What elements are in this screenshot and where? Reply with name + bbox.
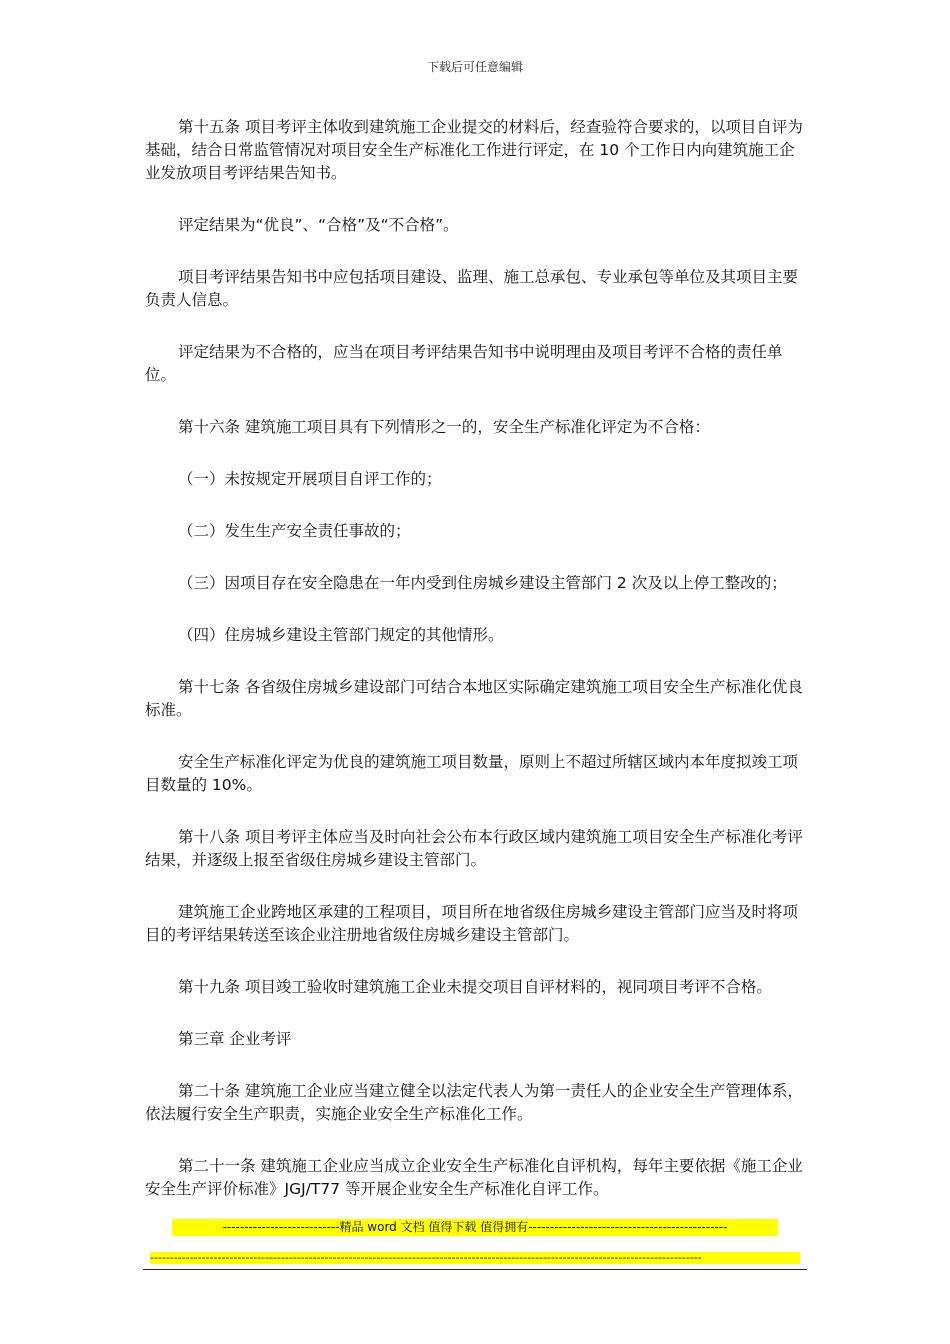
page-header-note: 下载后可任意编辑	[426, 60, 523, 74]
list-item-2: （二）发生生产安全责任事故的；	[178, 522, 411, 540]
paragraph-result-categories: 评定结果为“优良”、“合格”及“不合格”。	[178, 216, 459, 234]
paragraph-article-15: 第十五条 项目考评主体收到建筑施工企业提交的材料后，经查验符合要求的，以项目自评为基础，结合日常监管情况对项目安全生产标准化工作进行评定，在 10 个工作日内向建筑施工企业发放项目考评结果告知书。	[145, 118, 803, 182]
paragraph-unqualified-reason: 评定结果为不合格的，应当在项目考评结果告知书中说明理由及项目考评不合格的责任单位。	[145, 343, 783, 384]
footer-dashes: -------------------------------------------------------------------------------------------------------------------------------------------	[150, 1252, 800, 1264]
paragraph-cross-region: 建筑施工企业跨地区承建的工程项目，项目所在地省级住房城乡建设主管部门应当及时将项目的考评结果转送至该企业注册地省级住房城乡建设主管部门。	[145, 903, 799, 944]
paragraph-excellent-quota: 安全生产标准化评定为优良的建筑施工项目数量，原则上不超过所辖区域内本年度拟竣工项目数量的 10%。	[145, 753, 799, 794]
list-item-4: （四）住房城乡建设主管部门规定的其他情形。	[178, 626, 504, 644]
footer-banner: ---------------------------精品 word 文档 值得下载 值得拥有----------------------------------------------	[172, 1219, 778, 1236]
paragraph-article-20: 第二十条 建筑施工企业应当建立健全以法定代表人为第一责任人的企业安全生产管理体系，依法履行安全生产职责，实施企业安全生产标准化工作。	[145, 1082, 803, 1123]
document-body	[145, 116, 810, 1201]
chapter-heading: 第三章 企业考评	[178, 1030, 292, 1048]
paragraph-article-18: 第十八条 项目考评主体应当及时向社会公布本行政区域内建筑施工项目安全生产标准化考评结果，并逐级上报至省级住房城乡建设主管部门。	[145, 828, 803, 869]
paragraph-article-16: 第十六条 建筑施工项目具有下列情形之一的，安全生产标准化评定为不合格：	[178, 418, 710, 436]
paragraph-article-21: 第二十一条 建筑施工企业应当成立企业安全生产标准化自评机构，每年主要依据《施工企业安全生产评价标准》JGJ/T77 等开展企业安全生产标准化自评工作。	[145, 1157, 803, 1198]
footer-divider	[143, 1269, 807, 1270]
paragraph-article-19: 第十九条 项目竣工验收时建筑施工企业未提交项目自评材料的，视同项目考评不合格。	[178, 978, 772, 996]
paragraph-notice-contents: 项目考评结果告知书中应包括项目建设、监理、施工总承包、专业承包等单位及其项目主要负责人信息。	[145, 268, 799, 309]
paragraph-article-17: 第十七条 各省级住房城乡建设部门可结合本地区实际确定建筑施工项目安全生产标准化优良标准。	[145, 678, 803, 719]
list-item-1: （一）未按规定开展项目自评工作的；	[178, 470, 442, 488]
list-item-3: （三）因项目存在安全隐患在一年内受到住房城乡建设主管部门 2 次及以上停工整改的；	[178, 574, 787, 592]
